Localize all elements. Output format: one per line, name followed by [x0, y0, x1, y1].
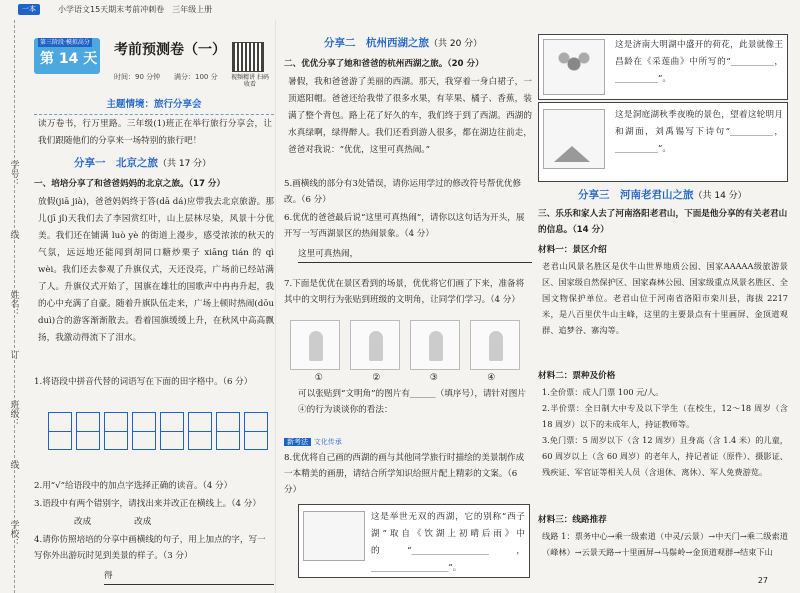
scene-picture-4[interactable] — [470, 320, 520, 370]
time-limit: 时间：90 分钟 — [114, 73, 161, 81]
subquestion-3: 3.语段中有两个错别字，请找出来并改正在横线上。（4 分） — [34, 499, 261, 509]
moon-lake-illustration — [543, 109, 605, 169]
picture-number: ① — [314, 373, 323, 383]
writing-grid[interactable] — [48, 412, 268, 450]
grid-cell[interactable] — [244, 412, 268, 450]
qr-caption: 视频精讲 扫码收看 — [231, 74, 269, 89]
picture-number: ③ — [429, 373, 438, 383]
theme-heading: 主题情境：旅行分享会 — [34, 98, 274, 115]
caption-text[interactable]: 这是洞庭湖秋季夜晚的景色，望着这轮明月和湖面，刘禹锡写下诗句“__________，__________”。 — [615, 110, 783, 154]
page-title: 考前预测卷（一） — [114, 42, 226, 58]
subquestion-5: 5.画横线的部分有3处错误，请你运用学过的修改符号帮优优修改。（6 分） — [284, 179, 522, 205]
intro-text: 读万卷书，行万里路。三年级(1)班正在举行旅行分享会，让我们跟随他们的分享来一场特别的旅行吧！ — [38, 119, 272, 146]
class-label: 班级： — [8, 400, 19, 427]
day-tag — [34, 38, 100, 74]
correction-line[interactable]: 改成 改成 — [74, 517, 152, 527]
section-3-title: 分享三 河南老君山之旅（共 14 分） — [578, 189, 747, 201]
caption-text[interactable]: 这是济南大明湖中盛开的荷花，此景就像王昌龄在《采莲曲》中所写的“__________，__________”。 — [615, 40, 783, 84]
page-header — [0, 0, 800, 20]
subquestion-7b: 可以张贴到“文明角”的图片有______（填序号），请针对图片④的行为谈谈你的看法： — [298, 389, 526, 415]
scene-picture-2[interactable] — [350, 320, 400, 370]
name-label: 姓名： — [8, 290, 19, 317]
subquestion-4: 4.请你仿照培培的分享中画横线的句子，用上加点的字，写一写你外出游玩时见到美景的样子。（3 分） — [34, 535, 266, 561]
picture-number: ④ — [487, 373, 496, 383]
passage-beijing: 放假(jiā jià)，爸爸妈妈终于答(dā dá)应带我去北京旅游。那儿(jī jǐ)天我们去了李园赏红叶，山上层林尽染，风景十分优美。我们还在铺满 luò yè 的街道上漫步，感受浓浓的秋天的气氛，远远地还能闻到胡同口糖炒栗子 xiāng tián 的 qì wèi。我们还去参观了升旗仪式，天还没亮，广场前已经站满了人。升旗仪式开始了，国旗在雄壮的国歌声中冉冉升起，我的心中充满了自豪。随着升旗队伍走来，广场上顿时热闹(dōu duì)合的游客渐渐散去。看着国旗缓缓上升，在秋风中高高飘扬，我激动得流下了泪水。 — [38, 197, 274, 343]
section-1-title: 分享一 北京之旅（共 17 分） — [74, 157, 212, 169]
grid-cell[interactable] — [132, 412, 156, 450]
grid-cell[interactable] — [76, 412, 100, 450]
grid-cell[interactable] — [188, 412, 212, 450]
grid-cell[interactable] — [216, 412, 240, 450]
binding-cut-mark: 线 — [8, 230, 19, 239]
civility-pictures — [290, 320, 520, 372]
caption-box-westlake — [298, 504, 530, 578]
scene-picture-3[interactable] — [410, 320, 460, 370]
answer-line[interactable]: 得 — [104, 568, 274, 585]
caption-box-dongting — [538, 102, 788, 182]
column-divider — [275, 20, 276, 593]
caption-box-lotus — [538, 34, 788, 100]
binding-cut-mark: 线 — [8, 460, 19, 469]
subquestion-8: 8.优优将自己画的西湖的画与其他同学旅行时描绘的美景制作成一本精美的画册，请结合所学知识给照片配上精彩的文案。（6 分） — [284, 453, 525, 495]
student-number-label: 学号： — [8, 160, 19, 187]
series-title: 小学语文15天期末考前冲刺卷 三年级上册 — [58, 5, 213, 14]
material-2-title: 材料二：票种及价格 — [538, 371, 616, 381]
subquestion-8-header — [284, 434, 532, 450]
new-method-badge: 新考法 — [284, 438, 311, 446]
subquestion-6: 6.优优的爸爸最后说“这里可真热闹”，请你以这句话为开头，展开写一写西湖景区的热闹景象。（4 分） — [284, 213, 525, 239]
day-number: 第 14 天 — [40, 51, 98, 67]
picture-numbers — [290, 372, 520, 386]
material-3-title: 材料三：线路推荐 — [538, 515, 607, 525]
page-number: 27 — [757, 576, 768, 585]
westlake-illustration — [303, 511, 365, 561]
subquestion-2: 2.用“√”给语段中的加点字选择正确的读音。（4 分） — [34, 481, 233, 491]
material-3-text: 线路 1：票务中心→乘一级索道（中灵/云景）→中天门→乘二级索道（峰林）→云景天路→十里画屏→马鬃岭→金顶道观群→结束下山 — [542, 531, 788, 557]
stage-label: 第三阶段·模拟高分 — [40, 39, 90, 46]
question-1: 一、培培分享了和爸爸妈妈的北京之旅。（17 分） — [34, 179, 226, 189]
series-badge: 一本 — [18, 4, 40, 15]
binding-cut-mark: 订 — [8, 350, 19, 359]
question-3: 三、乐乐和家人去了河南洛阳老君山，下面是他分享的有关老君山的信息。（14 分） — [538, 209, 788, 235]
qr-code-icon[interactable] — [232, 42, 264, 72]
grid-cell[interactable] — [104, 412, 128, 450]
scene-picture-1[interactable] — [290, 320, 340, 370]
binding-margin — [0, 20, 28, 593]
question-2: 二、优优分享了她和爸爸的杭州西湖之旅。（20 分） — [284, 59, 484, 69]
material-1-title: 材料一：景区介绍 — [538, 245, 607, 255]
grid-cell[interactable] — [48, 412, 72, 450]
answer-line[interactable]: 这里可真热闹， — [298, 246, 532, 263]
culture-tag: 文化传承 — [313, 438, 342, 446]
passage-westlake: 暑假，我和爸爸游了美丽的西湖。那天，我穿着一身白裙子，一顶遮阳帽。爸爸还给我带了很多水果，有苹果、橘子、香蕉，装满了整个背包。路上花了好久的车，我们终于到了西湖。西湖的水真绿啊，绿得醉人。我们还看到游人很多，都在湖边往前走，爸爸对我说：“优优，这里可真热闹。” — [288, 77, 532, 155]
material-2-text: 1.全价票：成人门票 100 元/人。 2.半价票：全日制大中专及以下学生（在校生，12～18 周岁（含 18 周岁）以下的未成年人，持证教师等。 3.免门票：5 周岁以下（含 12 周岁）且身高（含 1.4 米）的儿童，60 周岁以上（含 60 周岁）的老年人，持记者证（原件）、摄影证、残疾证、军官证等相关人员（含退休、离休）、军人免费游览。 — [542, 387, 788, 477]
grid-cell[interactable] — [160, 412, 184, 450]
full-score: 满分：100 分 — [174, 73, 218, 81]
lotus-illustration — [543, 39, 605, 95]
section-2-title: 分享二 杭州西湖之旅（共 20 分） — [324, 37, 483, 49]
material-1-text: 老君山风景名胜区是伏牛山世界地质公园、国家AAAAA级旅游景区、国家级自然保护区、国家森林公园、国家级重点风景名胜区、全国文物保护单位。老君山位于河南省洛阳市栾川县，海拔 2217 米，是八百里伏牛山主峰，这里的主要景点有十里画屏、金顶道观群、追梦谷、寨沟等。 — [542, 261, 788, 335]
caption-text[interactable]: 这是举世无双的西湖，它的别称“西子湖”取自《饮湖上初晴后雨》中的“__________________，__________________”。 — [371, 512, 525, 573]
subquestion-1: 1.将语段中拼音代替的词语写在下面的田字格中。（6 分） — [34, 377, 253, 387]
school-label: 学校： — [8, 520, 19, 547]
picture-number: ② — [372, 373, 381, 383]
subquestion-7: 7.下面是优优在景区看到的场景，优优将它们画了下来，准备将其中的文明行为张贴到班级的文明角，让同学们学习。（4 分） — [284, 279, 525, 305]
